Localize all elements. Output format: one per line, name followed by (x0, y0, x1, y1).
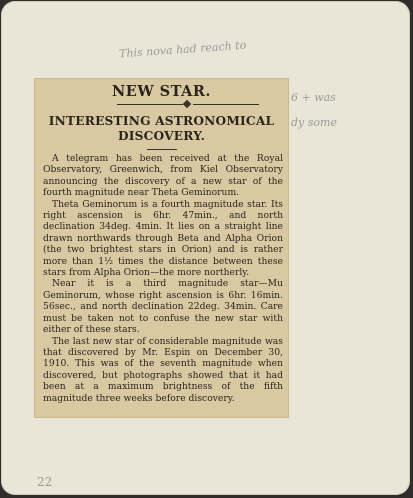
article-paragraph: The last new star of considerable magnitude was that discovered by Mr. Espin on December 30, 1910. This was of the seventh magnitude when discovered, but photographs showed that it had been at a maximum brightness of the fifth magnitude three weeks before discovery. (43, 335, 283, 404)
card-number: 22 (37, 475, 53, 489)
archive-card (1, 1, 410, 495)
newspaper-clipping (35, 79, 288, 417)
article-paragraph: A telegram has been received at the Royal Observatory, Greenwich, from Kiel Observatory announcing the discovery of a new star of the fourth magnitude near Theta Geminorum. (43, 153, 283, 199)
subheadline-rule (147, 149, 177, 150)
subheadline (35, 114, 288, 144)
pencil-note-right-2: dy some (291, 116, 337, 129)
pencil-note-right-1: 6 + was (291, 91, 336, 104)
headline: NEW STAR. (112, 83, 211, 100)
subheadline-line-1: INTERESTING ASTRONOMICAL (48, 114, 275, 128)
pencil-note-top: This nova had reach to (118, 38, 247, 61)
article-paragraph: Near it is a third magnitude star—Mu Geminorum, whose right ascension is 6hr. 16min. 56sec., and north declination 22deg. 34min. Care must be taken not to confuse the new star with either of these stars. (43, 278, 283, 336)
subheadline-line-2: DISCOVERY. (117, 129, 206, 143)
article-body (43, 153, 283, 404)
headline-rule-left (117, 104, 183, 105)
headline-rule-right (193, 104, 259, 105)
article-paragraph: Theta Geminorum is a fourth magnitude star. Its right ascension is 6hr. 47min., and north declination 34deg. 4min. It lies on a straight line drawn northwards through Beta and Alpha Orion (the two brightest stars in Orion) and is rather more than 1½ times the distance between these stars from Alpha Orion—the more northerly. (43, 198, 283, 279)
headline-ornament (183, 100, 191, 108)
